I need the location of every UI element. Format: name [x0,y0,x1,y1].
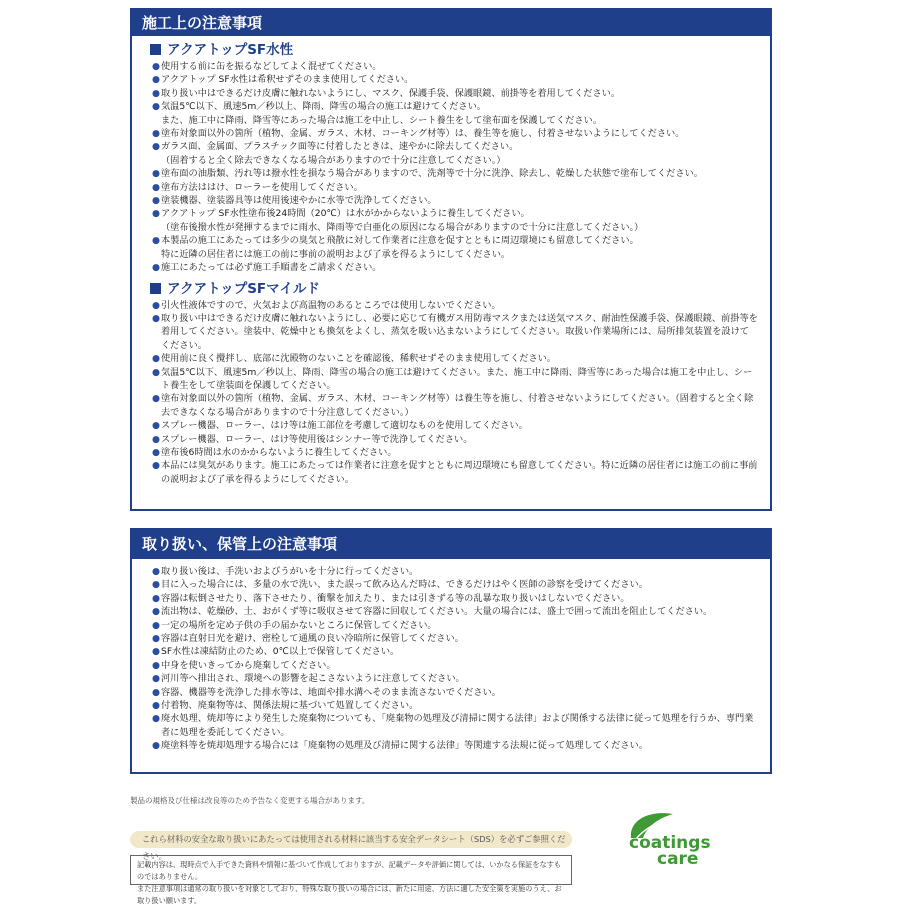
bullet-icon: ● [152,579,161,591]
list-item: ● アクアトップ SF水性は希釈せずそのまま使用してください。 [152,74,414,86]
product-aquatop-sf-water-heading [150,40,770,60]
construction-precautions-panel [130,8,772,511]
bullet-icon: ● [152,74,161,86]
list-item: ● 容器、機器等を洗浄した排水等は、地面や排水溝へそのまま流さないでください。 [152,686,501,698]
list-item: ● 目に入った場合には、多量の水で洗い、また誤って飲み込んだ時は、できるだけはやく医師の診察を受けてください。 [152,579,648,591]
list-item: ● 廃水処理、焼却等により発生した廃棄物についても、「廃棄物の処理及び清掃に関する法律」および関係する法律に従って処理を行うか、専門業者に処理を委託してください。 [152,713,754,738]
bullet-icon: ● [152,420,161,432]
bullet-icon: ● [152,168,161,180]
product1-precaution-list [132,60,770,275]
list-item-continuation: 特に近隣の居住者には施工の前に事前の説明および了承を得るようにしてください。 [161,248,511,260]
bullet-icon: ● [152,673,161,685]
list-item: ● SF水性は凍結防止のため、0℃以上で保管してください。 [152,646,400,658]
disclaimer-line: また注意事項は通常の取り扱いを対象としており、特殊な取り扱いの場合には、新たに用途、方法に適した安全策を実施のうえ、お取り扱い願います。 [137,884,562,905]
list-item: ● 一定の場所を定め子供の手の届かないところに保管してください。 [152,619,437,631]
bullet-icon: ● [152,208,161,220]
list-item: ● 河川等へ排出され、環境への影響を起こさないように注意してください。 [152,673,465,685]
sds-notice-bar: これら材料の安全な取り扱いにあたっては使用される材料に該当する安全データシート（SDS）を必ずご参照ください。 [130,831,572,848]
logo-word-care: care [657,849,699,868]
list-item: ● 本品には臭気があります。施工にあたっては作業者に注意を促すとともに周辺環境にも留意してください。特に近隣の居住者には施工の前に事前の説明および了承を得るようにしてください。 [152,460,758,485]
list-item: ● 容器は転倒させたり、落下させたり、衝撃を加えたり、または引きずる等の乱暴な取り扱いはしないでください。 [152,592,630,604]
bullet-icon: ● [152,61,161,72]
bullet-icon: ● [152,235,161,247]
disclaimer-box [130,855,572,905]
list-item: ● 廃塗料等を焼却処理する場合には「廃棄物の処理及び清掃に関する法律」等関連する法規に従って処理してください。 [152,740,648,752]
handling-storage-list [132,565,770,753]
list-item: ● スプレー機器、ローラー、はけ等は施工部位を考慮して適切なものを使用してください。 [152,420,528,432]
bullet-icon: ● [152,393,161,405]
bullet-icon: ● [152,101,161,113]
list-item-continuation: また、施工中に降雨、降雪等にあった場合は施工を中止し、シート養生をして塗布面を保護してください。 [161,114,602,126]
list-item: ● アクアトップ SF水性塗布後24時間（20℃）は水がかからないように養生してください。 [152,208,530,220]
coatings-care-logo [625,808,725,868]
bullet-icon: ● [152,181,161,193]
list-item: ● 気温5℃以下、風速5m／秒以上、降雨、降雪の場合の施工は避けてください。 [152,101,486,113]
list-item: ● 本製品の施工にあたっては多少の臭気と飛散に対して作業者に注意を促すとともに周辺環境にも留意してください。 [152,235,639,247]
bullet-icon: ● [152,299,161,311]
bullet-icon: ● [152,606,161,618]
list-item: ● 塗布後6時間は水のかからないように養生してください。 [152,446,397,458]
bullet-icon: ● [152,686,161,698]
spec-change-footnote: 製品の規格及び仕様は改良等のため予告なく変更する場合があります。 [130,796,370,805]
bullet-icon: ● [152,262,161,274]
list-item: ● 取り扱い中はできるだけ皮膚に触れないようにし、必要に応じて有機ガス用防毒マスクまたは送気マスク、耐油性保護手袋、保護眼鏡、前掛等を着用してください。塗装中、乾燥中とも換気をよくし、蒸気を吸い込まないようにしてください。取扱い作業場所には、局所排気装置を設けてください。 [152,312,758,351]
list-item: ● 塗装機器、塗装器具等は使用後速やかに水等で洗浄してください。 [152,195,437,207]
product2-precaution-list [132,299,770,487]
list-item: ● 付着物、廃棄物等は、関係法規に基づいて処置してください。 [152,700,419,712]
product-name: アクアトップSF水性 [167,42,294,58]
bullet-icon: ● [152,433,161,445]
bullet-icon: ● [152,659,161,671]
handling-storage-panel [130,528,772,774]
bullet-icon: ● [152,460,161,472]
bullet-icon: ● [152,700,161,712]
square-bullet-icon [150,44,161,55]
list-item: ● 使用する前に缶を振るなどしてよく混ぜてください。 [152,61,382,72]
list-item: ● 取り扱い後は、手洗いおよびうがいを十分に行ってください。 [152,566,419,577]
bullet-icon: ● [152,87,161,99]
handling-storage-title: 取り扱い、保管上の注意事項 [132,530,770,559]
disclaimer-line: 記載内容は、現時点で入手できた資料や情報に基づいて作成しておりますが、記載データや評価に関しては、いかなる保証をなすものではありません。 [137,860,562,881]
list-item: ● スプレー機器、ローラー、はけ等使用後はシンナー等で洗浄してください。 [152,433,473,445]
bullet-icon: ● [152,566,161,577]
bullet-icon: ● [152,353,161,365]
square-bullet-icon [150,283,161,294]
construction-precautions-title: 施工上の注意事項 [132,10,770,36]
list-item: ● 塗布面の油脂類、汚れ等は撥水性を損なう場合がありますので、洗剤等で十分に洗浄、除去し、乾燥した状態で塗布してください。 [152,168,703,180]
bullet-icon: ● [152,446,161,458]
bullet-icon: ● [152,619,161,631]
list-item: ● 塗布対象面以外の箇所（植物、金属、ガラス、木材、コーキング材等）は養生等を施し、付着させないようにしてください。（固着すると全く除去できなくなる場合がありますので十分注意してください。） [152,393,754,418]
list-item: ● 施工にあたっては必ず施工手順書をご請求ください。 [152,262,382,274]
list-item: ● 気温5℃以下、風速5m／秒以上、降雨、降雪の場合の施工は避けてください。また、施工中に降雨、降雪等にあった場合は施工を中止し、シート養生をして塗装面を保護してください。 [152,366,753,391]
list-item: ● 流出物は、乾燥砂、土、おがくず等に吸収させて容器に回収してください。大量の場合には、盛土で囲って流出を阻止してください。 [152,606,713,618]
bullet-icon: ● [152,646,161,658]
bullet-icon: ● [152,592,161,604]
list-item: ● 塗布対象面以外の箇所（植物、金属、ガラス、木材、コーキング材等）は、養生等を施し、付着させないようにしてください。 [152,128,685,140]
product-aquatop-sf-mild-heading [150,279,770,299]
bullet-icon: ● [152,195,161,207]
list-item: ● 使用前に良く攪拌し、底部に沈殿物のないことを確認後、稀釈せずそのまま使用してください。 [152,353,557,365]
list-item: ● ガラス面、金属面、プラスチック面等に付着したときは、速やかに除去してください。 [152,141,519,153]
list-item: ● 取り扱い中はできるだけ皮膚に触れないようにし、マスク、保護手袋、保護眼鏡、前掛等を着用してください。 [152,87,621,99]
list-item: ● 塗布方法ははけ、ローラーを使用してください。 [152,181,363,193]
list-item-continuation: （固着すると全く除去できなくなる場合がありますので十分に注意してください。） [161,154,506,166]
logo-word-coatings: coatings [629,833,711,853]
list-item: ● 容器は直射日光を避け、密栓して通風の良い冷暗所に保管してください。 [152,633,464,645]
bullet-icon: ● [152,633,161,645]
bullet-icon: ● [152,128,161,140]
list-item: ● 引火性液体ですので、火気および高温物のあるところでは使用しないでください。 [152,299,501,311]
bullet-icon: ● [152,141,161,153]
product-name: アクアトップSFマイルド [167,280,320,297]
list-item: ● 中身を使いきってから廃棄してください。 [152,659,336,671]
list-item-continuation: （塗布後撥水性が発揮するまでに雨水、降雨等で白亜化の原因になる場合がありますので十分に注意してください。） [161,221,644,233]
bullet-icon: ● [152,713,161,725]
bullet-icon: ● [152,366,161,378]
bullet-icon: ● [152,312,161,324]
bullet-icon: ● [152,740,161,752]
